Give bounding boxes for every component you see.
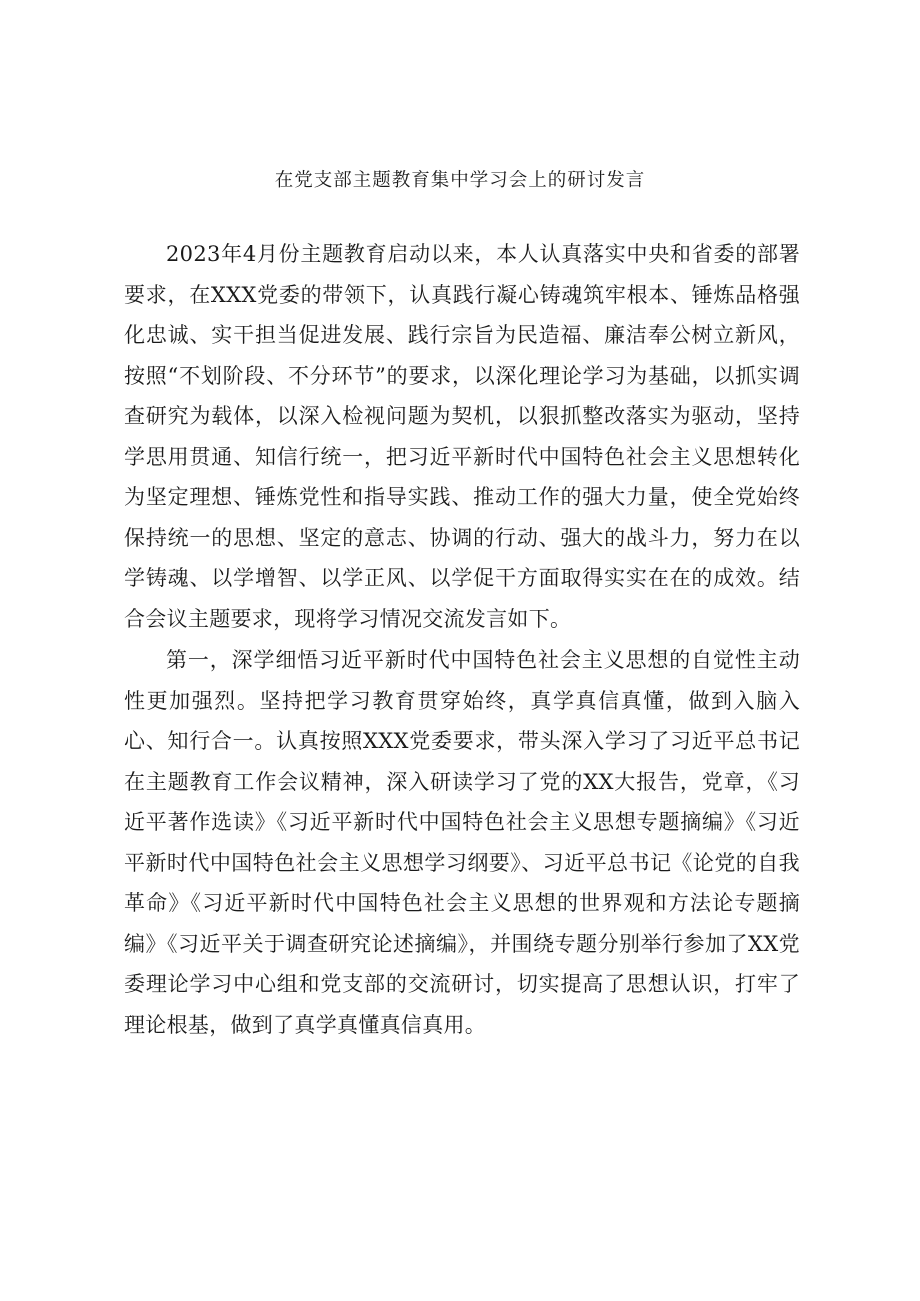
document-body — [124, 234, 800, 1045]
document-title: 在党支部主题教育集中学习会上的研讨发言 — [274, 170, 646, 191]
paragraph-first-point: 第一，深学细悟习近平新时代中国特色社会主义思想的自觉性主动性更加强烈。坚持把学习教育贯穿始终，真学真信真懂，做到入脑入心、知行合一。认真按照XXX党委要求，带头深入学习了习近平总书记在主题教育工作会议精神，深入研读学习了党的XX大报告，党章，《习近平著作选读》《习近平新时代中国特色社会主义思想专题摘编》《习近平新时代中国特色社会主义思想学习纲要》、习近平总书记《论党的自我革命》《习近平新时代中国特色社会主义思想的世界观和方法论专题摘编》《习近平关于调查研究论述摘编》，并围绕专题分别举行参加了XX党委理论学习中心组和党支部的交流研讨，切实提高了思想认识，打牢了理论根基，做到了真学真懂真信真用。 — [124, 648, 800, 1037]
paragraph-intro: 2023年4月份主题教育启动以来，本人认真落实中央和省委的部署要求，在XXX党委的带领下，认真践行凝心铸魂筑牢根本、锤炼品格强化忠诚、实干担当促进发展、践行宗旨为民造福、廉洁奉公树立新风，按照“不划阶段、不分环节”的要求，以深化理论学习为基础，以抓实调查研究为载体，以深入检视问题为契机，以狠抓整改落实为驱动，坚持学思用贯通、知信行统一，把习近平新时代中国特色社会主义思想转化为坚定理想、锤炼党性和指导实践、推动工作的强大力量，使全党始终保持统一的思想、坚定的意志、协调的行动、强大的战斗力，努力在以学铸魂、以学增智、以学正风、以学促干方面取得实实在在的成效。结合会议主题要求，现将学习情况交流发言如下。 — [124, 242, 800, 631]
